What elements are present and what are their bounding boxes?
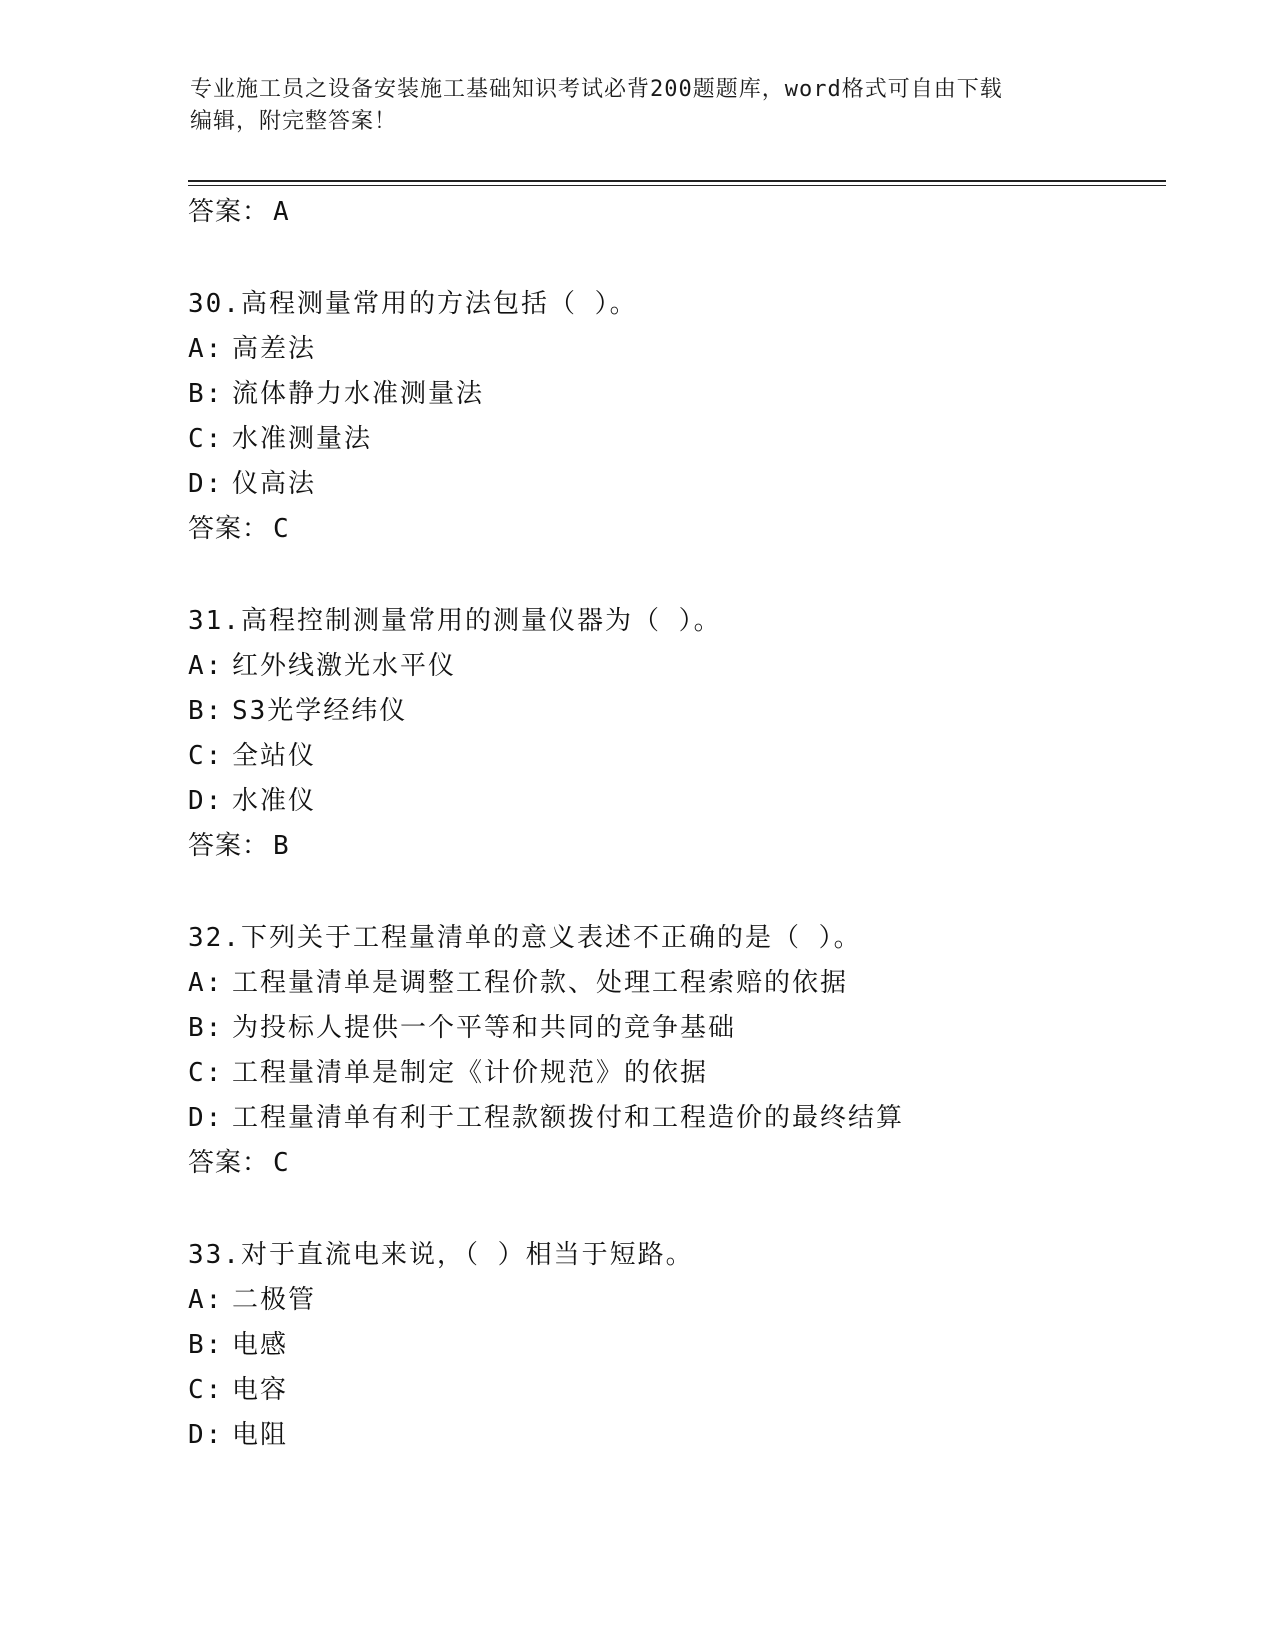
question-block bbox=[188, 1232, 1148, 1458]
option-b bbox=[188, 689, 1148, 734]
option-a bbox=[188, 1278, 1148, 1323]
document-header bbox=[190, 74, 1090, 138]
option-text: 仪高法 bbox=[232, 469, 317, 499]
option-a bbox=[188, 327, 1148, 372]
option-letter: A: bbox=[188, 651, 224, 681]
option-letter: D: bbox=[188, 469, 224, 499]
answer-line bbox=[188, 1141, 1148, 1186]
option-text: 为投标人提供一个平等和共同的竞争基础 bbox=[232, 1013, 737, 1043]
question-block bbox=[188, 915, 1148, 1186]
question-list bbox=[188, 190, 1148, 1458]
option-text: 工程量清单有利于工程款额拨付和工程造价的最终结算 bbox=[232, 1103, 905, 1133]
option-text: 全站仪 bbox=[232, 741, 317, 771]
option-c bbox=[188, 1368, 1148, 1413]
answer-label: 答案： bbox=[188, 514, 270, 544]
answer-value: A bbox=[273, 197, 290, 227]
option-text: 电感 bbox=[232, 1330, 289, 1360]
answer-label: 答案： bbox=[188, 197, 270, 227]
answer-line bbox=[188, 824, 1148, 869]
option-text: S3光学经纬仪 bbox=[232, 696, 408, 726]
option-letter: B: bbox=[188, 1013, 224, 1043]
option-text: 水准测量法 bbox=[232, 424, 373, 454]
option-text: 红外线激光水平仪 bbox=[232, 651, 457, 681]
option-letter: C: bbox=[188, 741, 224, 771]
option-letter: C: bbox=[188, 424, 224, 454]
answer-line bbox=[188, 507, 1148, 552]
option-c bbox=[188, 417, 1148, 462]
option-a bbox=[188, 644, 1148, 689]
option-a bbox=[188, 961, 1148, 1006]
option-letter: A: bbox=[188, 1285, 224, 1315]
option-d bbox=[188, 1096, 1148, 1141]
answer-value: C bbox=[273, 514, 290, 544]
option-letter: D: bbox=[188, 786, 224, 816]
option-letter: A: bbox=[188, 334, 224, 364]
option-b bbox=[188, 372, 1148, 417]
question-text: 32.下列关于工程量清单的意义表述不正确的是（ ）。 bbox=[188, 923, 862, 953]
option-letter: C: bbox=[188, 1058, 224, 1088]
header-divider-thin bbox=[188, 185, 1166, 186]
answer-label: 答案： bbox=[188, 831, 270, 861]
question-text: 31.高程控制测量常用的测量仪器为（ ）。 bbox=[188, 606, 722, 636]
option-text: 工程量清单是调整工程价款、处理工程索赔的依据 bbox=[232, 968, 849, 998]
option-d bbox=[188, 462, 1148, 507]
answer-value: B bbox=[273, 831, 290, 861]
header-line-1: 专业施工员之设备安装施工基础知识考试必背200题题库，word格式可自由下载 bbox=[190, 77, 1003, 102]
option-letter: D: bbox=[188, 1420, 224, 1450]
option-text: 高差法 bbox=[232, 334, 317, 364]
option-d bbox=[188, 1413, 1148, 1458]
answer-line bbox=[188, 190, 1148, 235]
question-block bbox=[188, 598, 1148, 869]
option-text: 流体静力水准测量法 bbox=[232, 379, 485, 409]
option-letter: A: bbox=[188, 968, 224, 998]
option-d bbox=[188, 779, 1148, 824]
option-c bbox=[188, 734, 1148, 779]
answer-value: C bbox=[273, 1148, 290, 1178]
option-text: 电阻 bbox=[232, 1420, 289, 1450]
option-text: 水准仪 bbox=[232, 786, 317, 816]
option-letter: D: bbox=[188, 1103, 224, 1133]
option-b bbox=[188, 1006, 1148, 1051]
option-letter: C: bbox=[188, 1375, 224, 1405]
option-letter: B: bbox=[188, 379, 224, 409]
header-line-2: 编辑，附完整答案！ bbox=[190, 109, 398, 134]
option-b bbox=[188, 1323, 1148, 1368]
option-letter: B: bbox=[188, 1330, 224, 1360]
option-text: 电容 bbox=[232, 1375, 289, 1405]
option-letter: B: bbox=[188, 696, 224, 726]
question-block bbox=[188, 281, 1148, 552]
question-text: 33.对于直流电来说，（ ）相当于短路。 bbox=[188, 1240, 694, 1270]
answer-label: 答案： bbox=[188, 1148, 270, 1178]
option-text: 工程量清单是制定《计价规范》的依据 bbox=[232, 1058, 709, 1088]
question-text: 30.高程测量常用的方法包括（ ）。 bbox=[188, 289, 638, 319]
header-divider-thick bbox=[188, 180, 1166, 182]
option-c bbox=[188, 1051, 1148, 1096]
option-text: 二极管 bbox=[232, 1285, 317, 1315]
